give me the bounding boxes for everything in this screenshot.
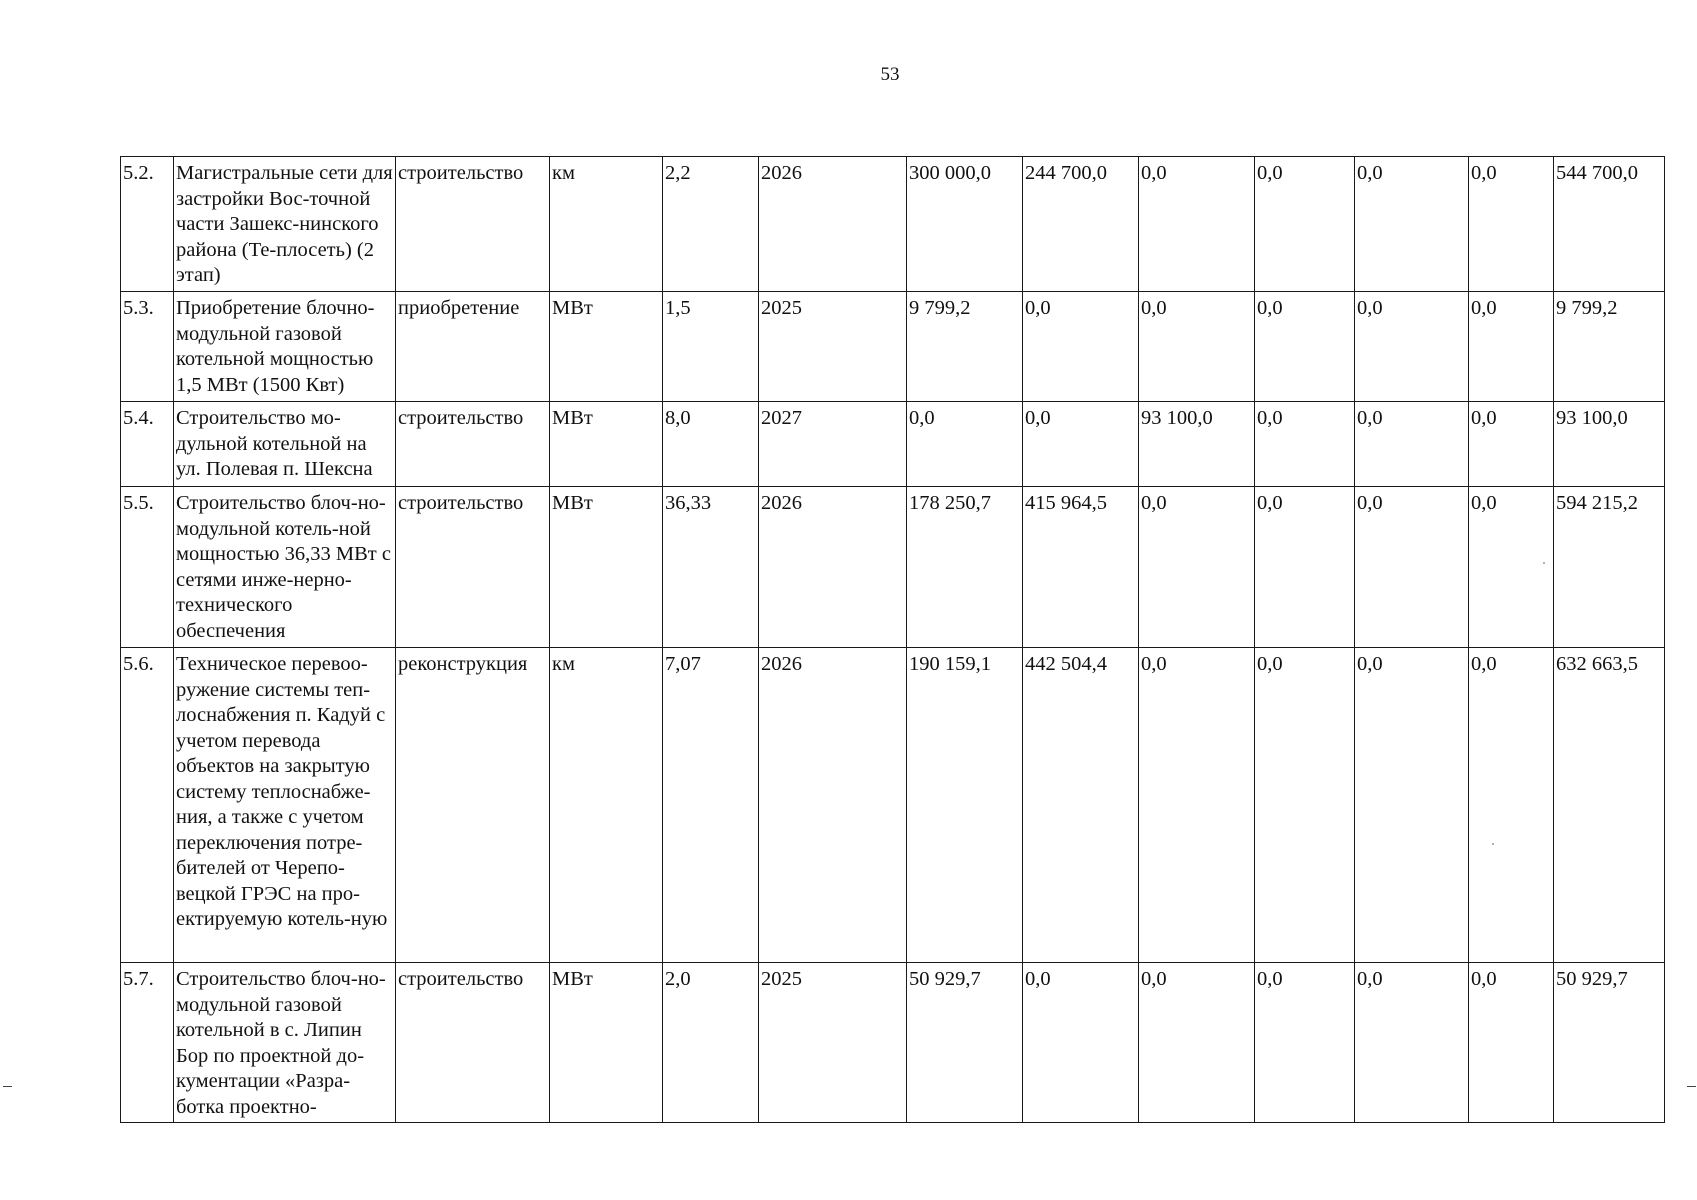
unit: км <box>550 648 663 963</box>
table-row <box>121 648 1665 963</box>
year: 2026 <box>759 648 907 963</box>
row-number: 5.6. <box>121 648 174 963</box>
amount-col-1: 0,0 <box>907 402 1023 487</box>
amount-col-6: 0,0 <box>1469 157 1554 292</box>
total-amount: 50 929,7 <box>1554 963 1665 1123</box>
work-type: строительство <box>396 402 550 487</box>
amount-col-2: 0,0 <box>1023 963 1139 1123</box>
amount-col-3: 93 100,0 <box>1139 402 1255 487</box>
scan-edge-mark <box>3 1086 12 1087</box>
amount-col-4: 0,0 <box>1255 487 1355 648</box>
amount-col-3: 0,0 <box>1139 487 1255 648</box>
capacity: 36,33 <box>663 487 759 648</box>
table-row <box>121 487 1665 648</box>
amount-col-4: 0,0 <box>1255 963 1355 1123</box>
work-type: реконструкция <box>396 648 550 963</box>
page-number: 53 <box>880 64 900 85</box>
total-amount: 93 100,0 <box>1554 402 1665 487</box>
work-type: строительство <box>396 487 550 648</box>
amount-col-1: 300 000,0 <box>907 157 1023 292</box>
project-name: Строительство блоч-но-модульной котель-ной мощностью 36,33 МВт с сетями инже-нерно-технического обеспечения <box>174 487 396 648</box>
amount-col-6: 0,0 <box>1469 402 1554 487</box>
capacity: 2,2 <box>663 157 759 292</box>
amount-col-4: 0,0 <box>1255 157 1355 292</box>
total-amount: 594 215,2 <box>1554 487 1665 648</box>
amount-col-3: 0,0 <box>1139 292 1255 402</box>
amount-col-3: 0,0 <box>1139 963 1255 1123</box>
amount-col-1: 190 159,1 <box>907 648 1023 963</box>
scan-edge-mark <box>1687 1086 1696 1087</box>
capacity: 8,0 <box>663 402 759 487</box>
total-amount: 632 663,5 <box>1554 648 1665 963</box>
year: 2025 <box>759 963 907 1123</box>
project-name: Строительство блоч-но-модульной газовой котельной в с. Липин Бор по проектной до-кументации «Разра-ботка проектно- <box>174 963 396 1123</box>
amount-col-6: 0,0 <box>1469 292 1554 402</box>
year: 2026 <box>759 157 907 292</box>
row-number: 5.3. <box>121 292 174 402</box>
project-name: Техническое перевоо-ружение системы теп-лоснабжения п. Кадуй с учетом перевода объектов на закрытую систему теплоснабже-ния, а также с учетом переключения потре-бителей от Черепо-вецкой ГРЭС на про-ектируемую котель-ную <box>174 648 396 963</box>
table-row <box>121 963 1665 1123</box>
amount-col-4: 0,0 <box>1255 292 1355 402</box>
amount-col-2: 442 504,4 <box>1023 648 1139 963</box>
amount-col-1: 9 799,2 <box>907 292 1023 402</box>
unit: км <box>550 157 663 292</box>
row-number: 5.5. <box>121 487 174 648</box>
table-row <box>121 157 1665 292</box>
amount-col-5: 0,0 <box>1355 402 1469 487</box>
unit: МВт <box>550 402 663 487</box>
row-number: 5.7. <box>121 963 174 1123</box>
amount-col-5: 0,0 <box>1355 292 1469 402</box>
investment-table <box>120 156 1665 1123</box>
table-row <box>121 292 1665 402</box>
year: 2025 <box>759 292 907 402</box>
amount-col-5: 0,0 <box>1355 487 1469 648</box>
year: 2026 <box>759 487 907 648</box>
amount-col-3: 0,0 <box>1139 157 1255 292</box>
amount-col-2: 0,0 <box>1023 402 1139 487</box>
total-amount: 544 700,0 <box>1554 157 1665 292</box>
amount-col-4: 0,0 <box>1255 648 1355 963</box>
amount-col-5: 0,0 <box>1355 648 1469 963</box>
capacity: 1,5 <box>663 292 759 402</box>
amount-col-5: 0,0 <box>1355 963 1469 1123</box>
amount-col-3: 0,0 <box>1139 648 1255 963</box>
project-name: Приобретение блочно-модульной газовой котельной мощностью 1,5 МВт (1500 Квт) <box>174 292 396 402</box>
amount-col-2: 415 964,5 <box>1023 487 1139 648</box>
row-number: 5.2. <box>121 157 174 292</box>
scan-speck <box>1543 562 1545 564</box>
amount-col-5: 0,0 <box>1355 157 1469 292</box>
amount-col-1: 178 250,7 <box>907 487 1023 648</box>
amount-col-6: 0,0 <box>1469 487 1554 648</box>
unit: МВт <box>550 292 663 402</box>
unit: МВт <box>550 487 663 648</box>
amount-col-2: 244 700,0 <box>1023 157 1139 292</box>
work-type: строительство <box>396 157 550 292</box>
capacity: 7,07 <box>663 648 759 963</box>
project-name: Магистральные сети для застройки Вос-точной части Зашекс-нинского района (Те-плосеть) (2 этап) <box>174 157 396 292</box>
work-type: строительство <box>396 963 550 1123</box>
project-name: Строительство мо-дульной котельной на ул. Полевая п. Шексна <box>174 402 396 487</box>
amount-col-1: 50 929,7 <box>907 963 1023 1123</box>
unit: МВт <box>550 963 663 1123</box>
amount-col-6: 0,0 <box>1469 648 1554 963</box>
work-type: приобретение <box>396 292 550 402</box>
capacity: 2,0 <box>663 963 759 1123</box>
year: 2027 <box>759 402 907 487</box>
row-number: 5.4. <box>121 402 174 487</box>
amount-col-6: 0,0 <box>1469 963 1554 1123</box>
amount-col-4: 0,0 <box>1255 402 1355 487</box>
scan-speck <box>1492 843 1494 845</box>
total-amount: 9 799,2 <box>1554 292 1665 402</box>
amount-col-2: 0,0 <box>1023 292 1139 402</box>
table-row <box>121 402 1665 487</box>
